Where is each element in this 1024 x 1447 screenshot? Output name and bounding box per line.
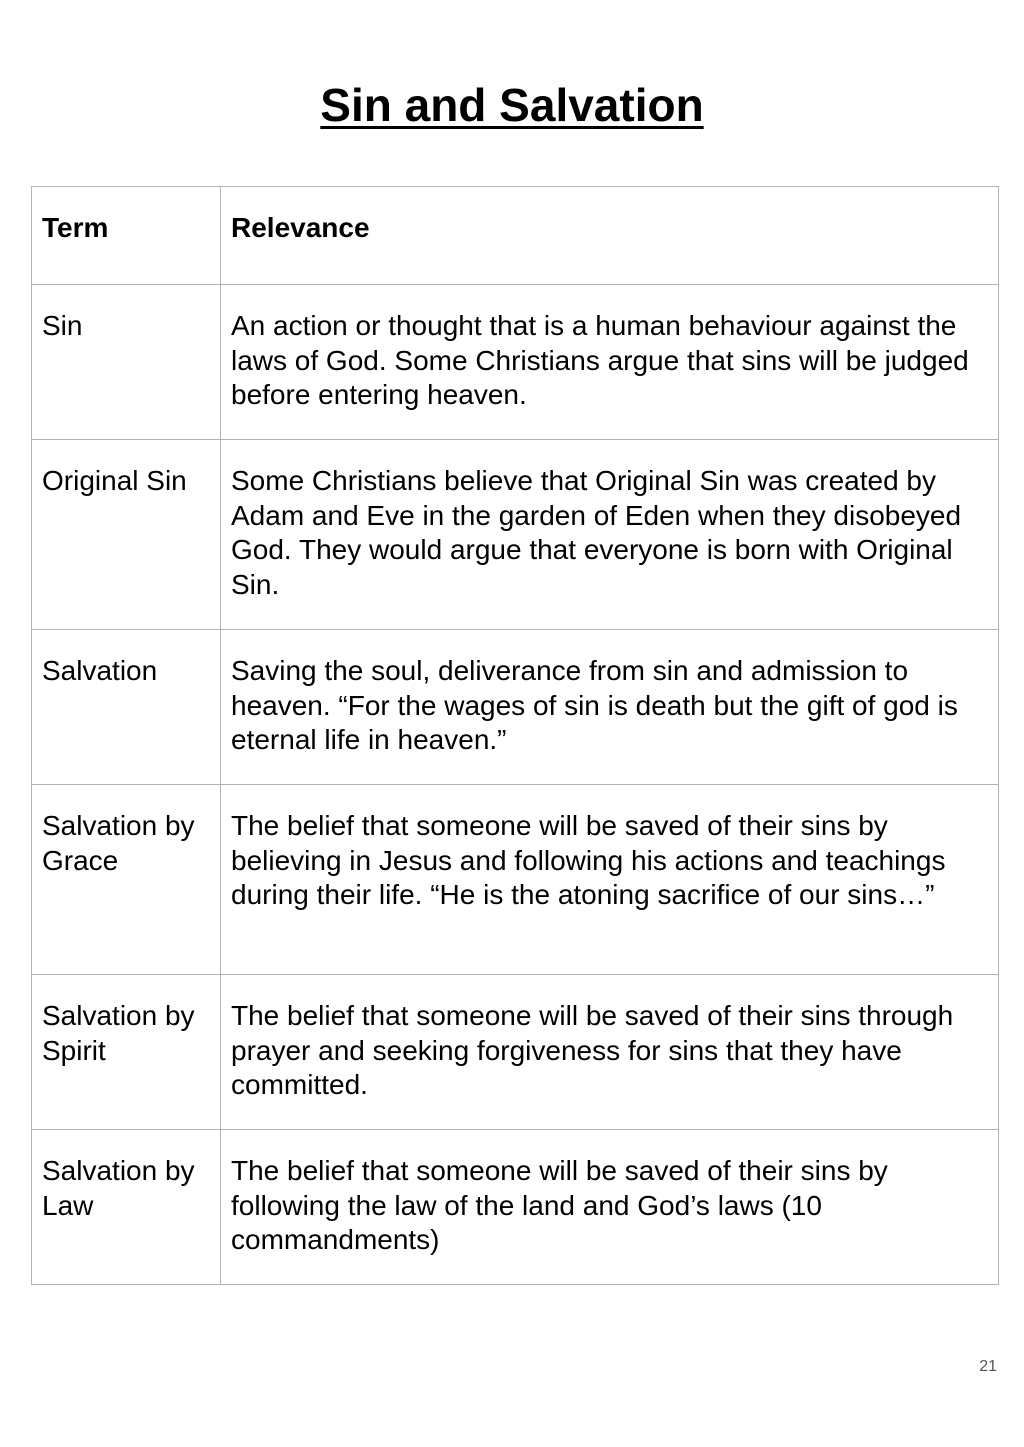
- table-row: [32, 1130, 999, 1285]
- relevance-cell: An action or thought that is a human behaviour against the laws of God. Some Christians argue that sins will be judged before entering heaven.: [221, 285, 999, 440]
- term-cell: Salvation by Grace: [32, 785, 221, 975]
- relevance-cell: The belief that someone will be saved of their sins through prayer and seeking forgiveness for sins that they have committed.: [221, 975, 999, 1130]
- page-title: Sin and Salvation: [320, 79, 704, 131]
- term-cell: Original Sin: [32, 440, 221, 630]
- table-row: [32, 630, 999, 785]
- column-header-term: Term: [32, 187, 221, 285]
- term-cell: Sin: [32, 285, 221, 440]
- column-header-relevance: Relevance: [221, 187, 999, 285]
- table-row: [32, 785, 999, 975]
- relevance-cell: Saving the soul, deliverance from sin and admission to heaven. “For the wages of sin is death but the gift of god is eternal life in heaven.”: [221, 630, 999, 785]
- table-row: [32, 285, 999, 440]
- relevance-cell: The belief that someone will be saved of their sins by believing in Jesus and following his actions and teachings during their life. “He is the atoning sacrifice of our sins…”: [221, 785, 999, 975]
- term-cell: Salvation by Spirit: [32, 975, 221, 1130]
- relevance-cell: Some Christians believe that Original Sin was created by Adam and Eve in the garden of Eden when they disobeyed God. They would argue that everyone is born with Original Sin.: [221, 440, 999, 630]
- terms-table: [31, 186, 999, 1285]
- term-cell: Salvation: [32, 630, 221, 785]
- table-row: [32, 440, 999, 630]
- page-number: 21: [979, 1358, 997, 1375]
- table-row: [32, 975, 999, 1130]
- relevance-cell: The belief that someone will be saved of their sins by following the law of the land and God’s laws (10 commandments): [221, 1130, 999, 1285]
- table-header-row: [32, 187, 999, 285]
- term-cell: Salvation by Law: [32, 1130, 221, 1285]
